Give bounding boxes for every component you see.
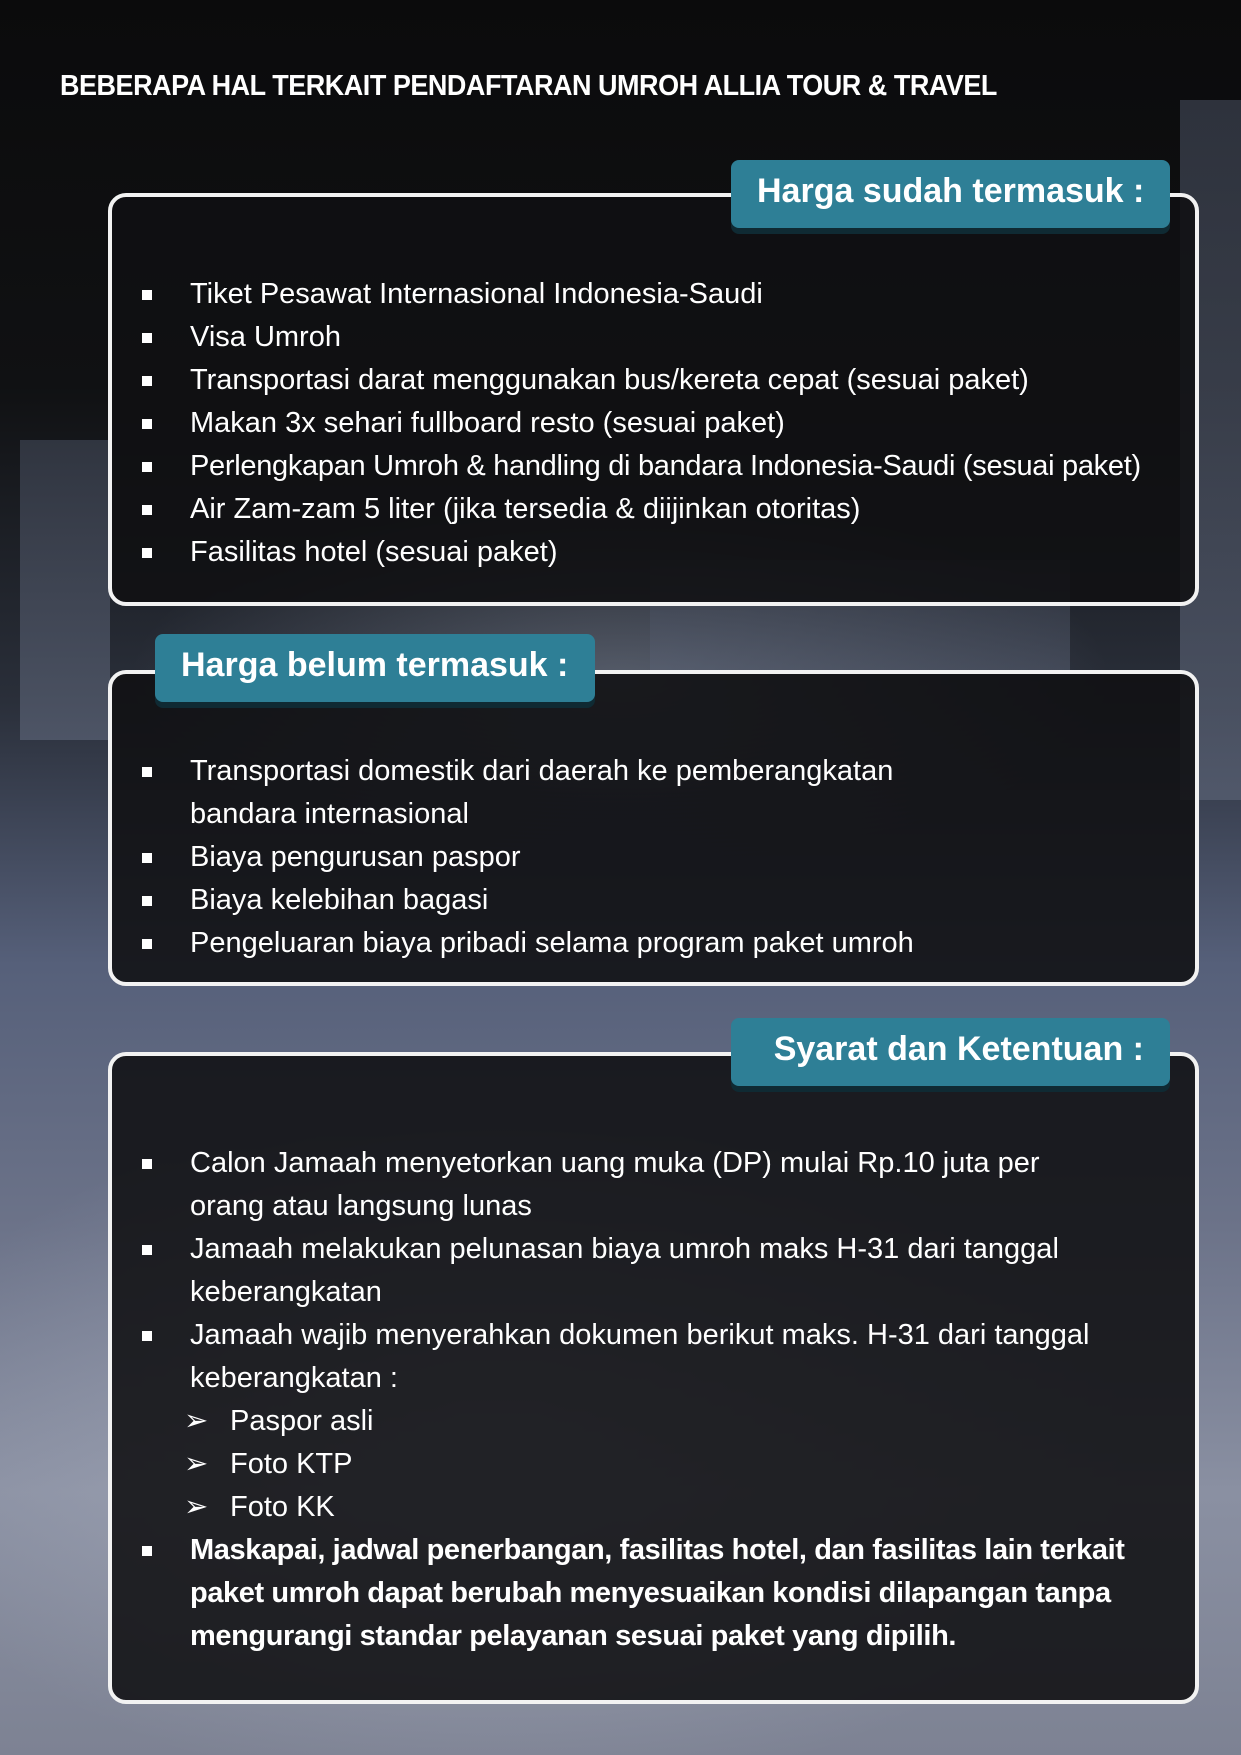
excluded-panel [108, 670, 1199, 986]
list-item: Perlengkapan Umroh & handling di bandara Indonesia-Saudi (sesuai paket) [142, 445, 1175, 488]
list-item: Jamaah melakukan pelunasan biaya umroh maks H-31 dari tanggal keberangkatan [142, 1228, 1155, 1314]
document-label: Paspor asli [230, 1405, 374, 1437]
background-building [20, 440, 110, 740]
document-item [142, 1443, 1155, 1486]
list-item: Pengeluaran biaya pribadi selama program paket umroh [142, 922, 1175, 965]
included-heading: Harga sudah termasuk : [731, 160, 1170, 228]
list-item: Makan 3x sehari fullboard resto (sesuai paket) [142, 402, 1175, 445]
included-panel [108, 193, 1199, 606]
list-item: Transportasi domestik dari daerah ke pemberangkatan bandara internasional [142, 750, 1175, 836]
list-item: Fasilitas hotel (sesuai paket) [142, 531, 1175, 574]
document-label: Foto KTP [230, 1448, 353, 1480]
list-item: Tiket Pesawat Internasional Indonesia-Saudi [142, 273, 1175, 316]
arrow-icon: ➢ [184, 1448, 209, 1480]
arrow-icon: ➢ [184, 1491, 209, 1523]
list-item: Transportasi darat menggunakan bus/kereta cepat (sesuai paket) [142, 359, 1175, 402]
list-item: Biaya kelebihan bagasi [142, 879, 1175, 922]
list-item: Maskapai, jadwal penerbangan, fasilitas hotel, dan fasilitas lain terkait paket umroh dapat berubah menyesuaikan kondisi dilapangan tanpa mengurangi standar pelayanan sesuai paket yang dipilih. [142, 1529, 1155, 1658]
list-item: Jamaah wajib menyerahkan dokumen berikut maks. H-31 dari tanggal keberangkatan : [142, 1314, 1155, 1400]
list-item: Air Zam-zam 5 liter (jika tersedia & diijinkan otoritas) [142, 488, 1175, 531]
list-item: Visa Umroh [142, 316, 1175, 359]
document-item [142, 1486, 1155, 1529]
list-item: Calon Jamaah menyetorkan uang muka (DP) mulai Rp.10 juta per orang atau langsung lunas [142, 1142, 1155, 1228]
list-item: Biaya pengurusan paspor [142, 836, 1175, 879]
arrow-icon: ➢ [184, 1405, 209, 1437]
excluded-heading: Harga belum termasuk : [155, 634, 595, 702]
document-label: Foto KK [230, 1491, 335, 1523]
page-title: BEBERAPA HAL TERKAIT PENDAFTARAN UMROH ALLIA TOUR & TRAVEL [60, 70, 997, 102]
document-item [142, 1400, 1155, 1443]
terms-heading: Syarat dan Ketentuan : [731, 1018, 1170, 1086]
terms-panel [108, 1052, 1199, 1704]
